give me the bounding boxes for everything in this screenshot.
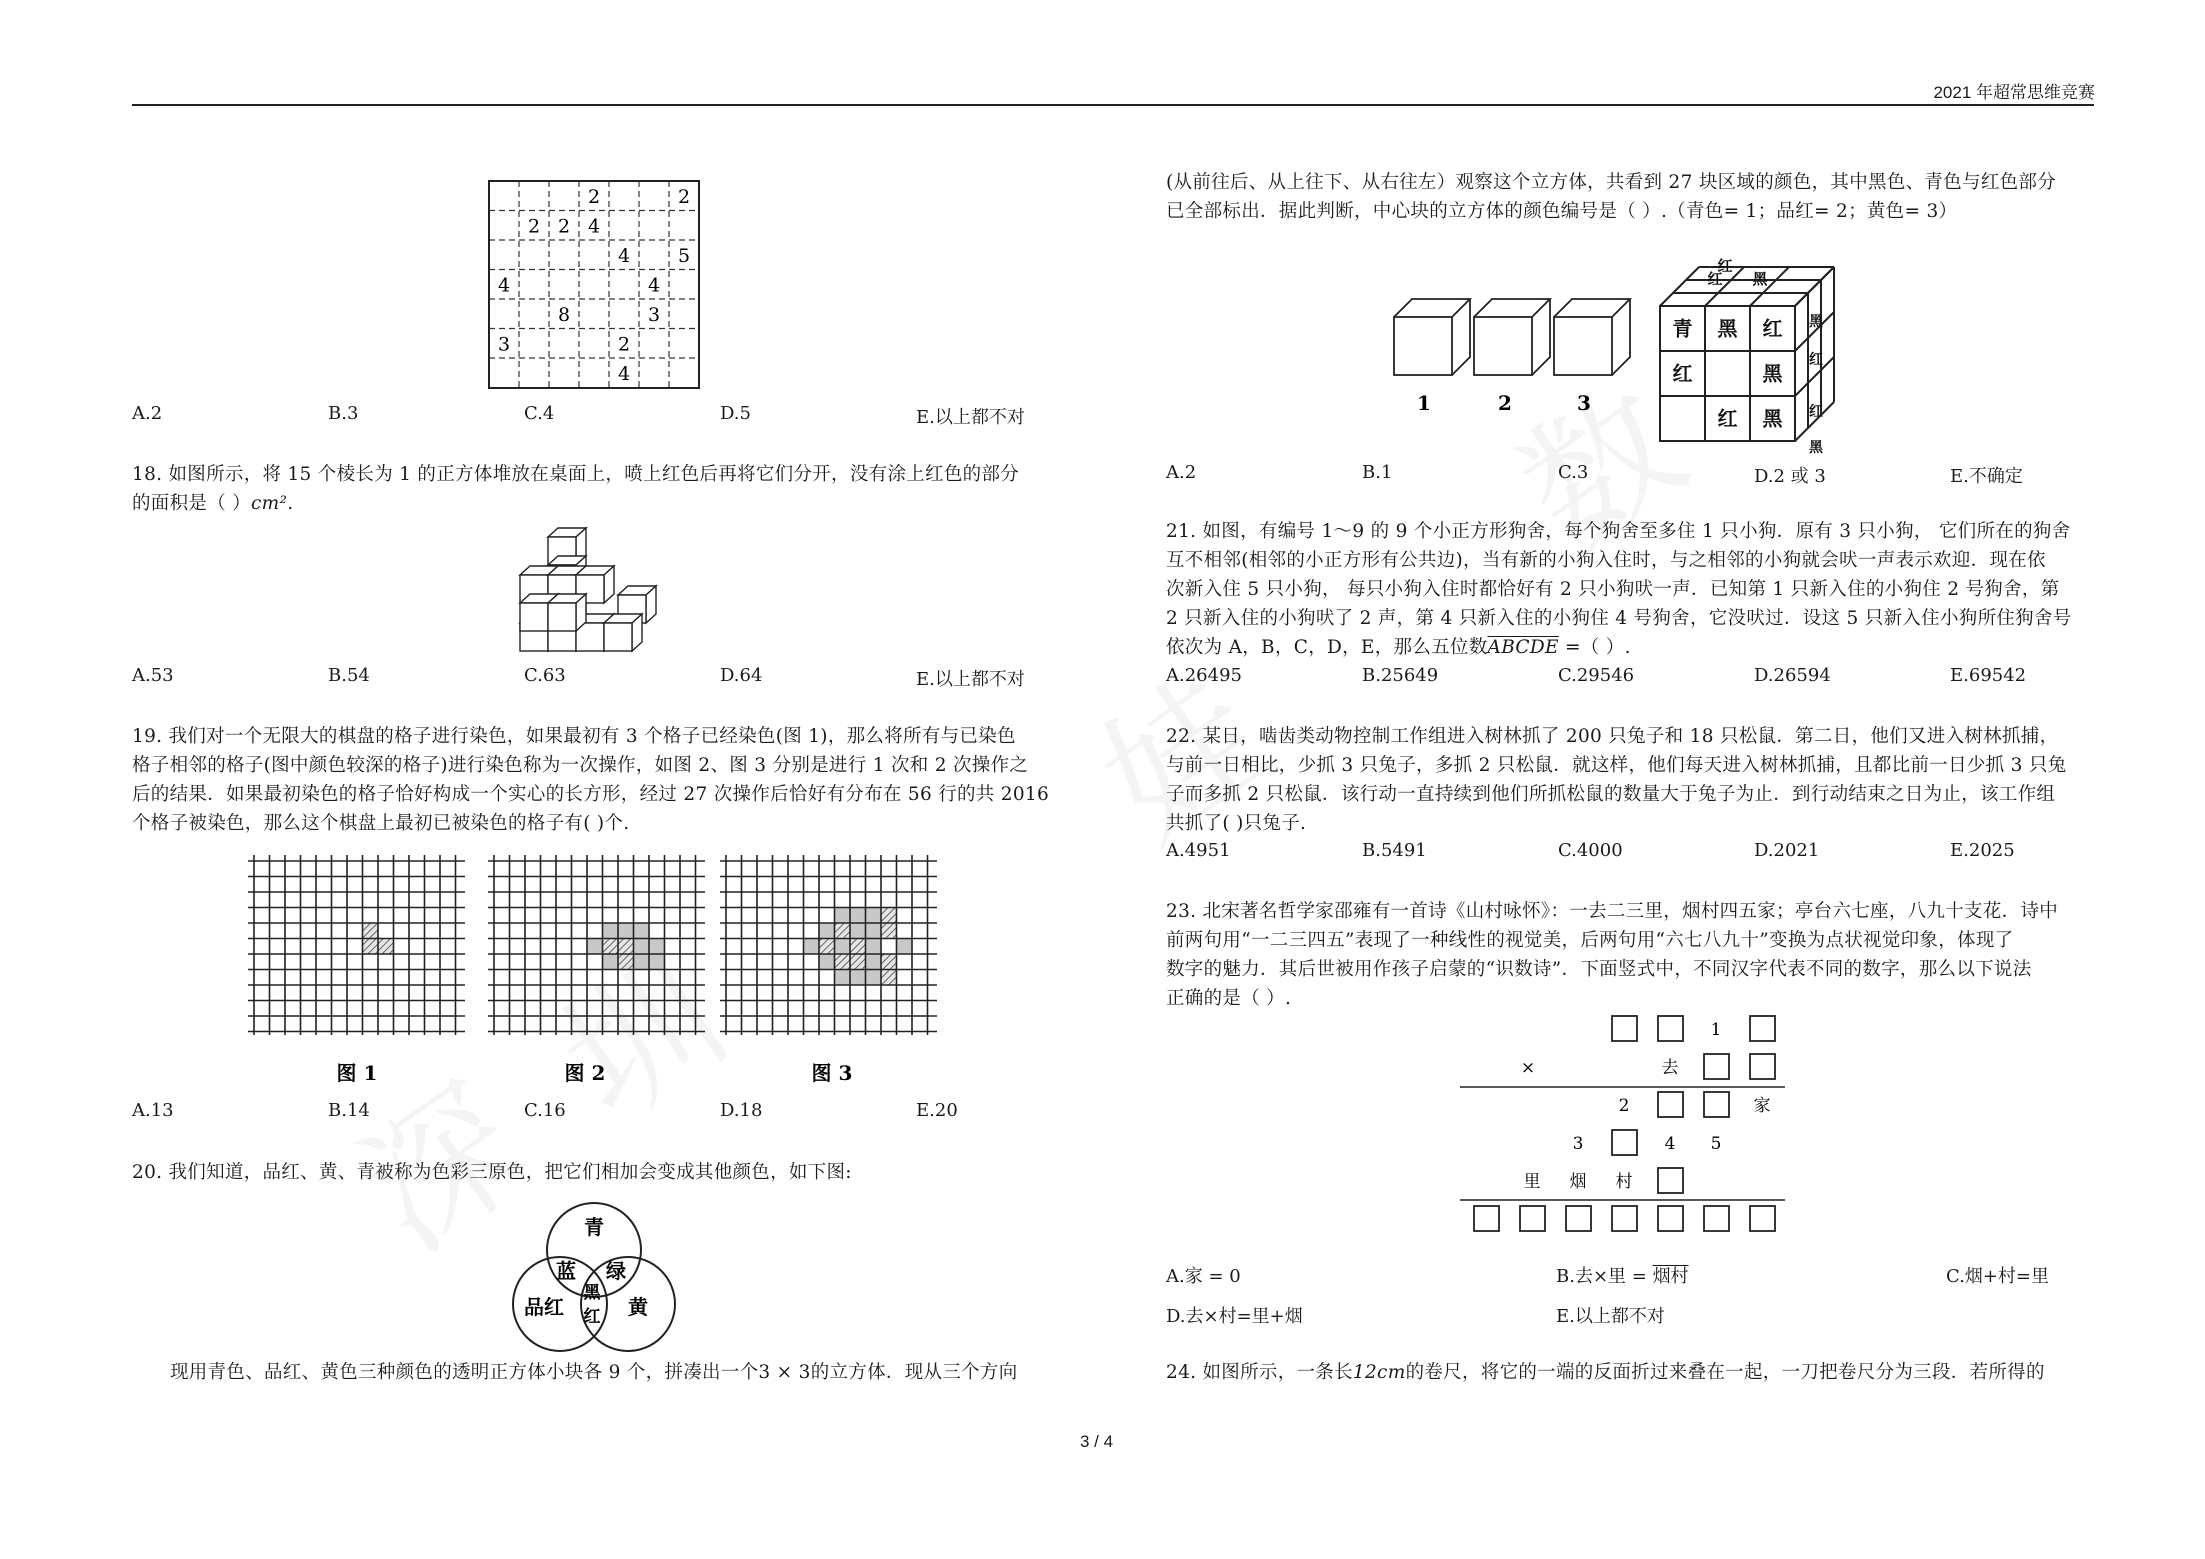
grid-number: 8 [557, 303, 571, 326]
puzzle-digit: 4 [1664, 1134, 1676, 1154]
q19-line: 个格子被染色，那么这个棋盘上最初已被染色的格子有( )个. [132, 813, 630, 834]
puzzle-char: 村 [1615, 1172, 1633, 1192]
hatched-cell [363, 923, 379, 939]
hatched-cell [835, 954, 851, 970]
q20-options [1166, 462, 2023, 488]
hatched-cell [881, 954, 897, 970]
shaded-cell [835, 970, 851, 986]
q18-text [132, 460, 1062, 518]
shaded-cell [866, 954, 882, 970]
face-label: 黑 [1717, 316, 1738, 341]
grid-number: 5 [677, 244, 691, 267]
q18-option-e[interactable]: E.以上都不对 [916, 669, 1025, 690]
wire-cube [1554, 299, 1630, 375]
q19-option-c[interactable]: C.16 [524, 1100, 566, 1121]
shaded-cell [897, 939, 913, 955]
shaded-cell [866, 923, 882, 939]
venn-label-blue: 蓝 [556, 1259, 576, 1283]
grid-number: 4 [617, 244, 631, 267]
shaded-cell [603, 954, 619, 970]
q21-line: 依次为 A，B，C，D，E，那么五位数ABCDE =（ ）. [1166, 637, 1631, 658]
shaded-cell [587, 939, 603, 955]
q23-option-c[interactable]: C.烟+村=里 [1946, 1266, 2050, 1287]
q22-line: 与前一日相比，少抓 3 只兔子，多抓 2 只松鼠．就这样，他们每天进入树林抓捕，且都比前一日少抓 3 只兔 [1166, 755, 2067, 776]
shaded-cell [819, 923, 835, 939]
q17-number-grid [488, 180, 704, 392]
q21-options [1166, 665, 2026, 686]
face-label: 红 [1762, 316, 1783, 341]
header-title: 2021 年超常思维竞赛 [1933, 83, 2095, 102]
venn-label-red: 红 [583, 1307, 601, 1327]
q20-line: 现用青色、品红、黄色三种颜色的透明正方体小块各 9 个，拼凑出一个3 × 3的立方体．现从三个方向 [170, 1362, 1018, 1383]
grid-number: 2 [587, 185, 601, 208]
shaded-cell [603, 923, 619, 939]
face-label: 红 [1717, 406, 1738, 431]
hatched-cell [378, 939, 394, 955]
q17-option-c[interactable]: C.4 [524, 403, 555, 424]
q17-option-a[interactable]: A.2 [132, 403, 163, 424]
q19-fig-label: 图 1 [336, 1061, 378, 1085]
shaded-cell [634, 954, 650, 970]
q17-option-b[interactable]: B.3 [328, 403, 359, 424]
grid-number: 4 [587, 215, 601, 238]
venn-label-magenta: 品红 [524, 1295, 564, 1319]
q20-option-a[interactable]: A.2 [1166, 462, 1197, 483]
q23-line: 正确的是（ ）. [1166, 988, 1292, 1009]
hatched-cell [363, 939, 379, 955]
side-face-label: 红 [1809, 352, 1823, 368]
q17-option-d[interactable]: D.5 [720, 403, 751, 424]
puzzle-times: × [1520, 1058, 1536, 1078]
hatched-cell [603, 939, 619, 955]
hatched-cell [881, 908, 897, 924]
face-label: 红 [1672, 361, 1693, 386]
q22-option-e[interactable]: E.2025 [1950, 840, 2015, 861]
grid-number: 2 [527, 215, 541, 238]
q21-option-d[interactable]: D.26594 [1754, 665, 1831, 686]
q19-line: 格子相邻的格子(图中颜色较深的格子)进行染色称为一次操作，如图 2、图 3 分别是进行 1 次和 2 次操作之 [132, 755, 1029, 776]
hatched-cell [819, 939, 835, 955]
q23-multiplication-puzzle [1460, 1010, 1790, 1242]
q19-grid [720, 855, 937, 1035]
q20-option-d[interactable]: D.2 或 3 [1754, 466, 1826, 487]
wire-cube [1394, 299, 1470, 375]
q21-option-b[interactable]: B.25649 [1362, 665, 1439, 686]
q19-text [132, 722, 1062, 838]
q22-line: 共抓了( )只兔子. [1166, 813, 1307, 834]
q23-option-e[interactable]: E.以上都不对 [1556, 1306, 1665, 1327]
shaded-cell [634, 939, 650, 955]
q20-continued-text [1166, 168, 2096, 226]
top-face-label: 红 [1707, 270, 1723, 288]
q23-option-a[interactable]: A.家 = 0 [1166, 1266, 1241, 1287]
shaded-cell [618, 923, 634, 939]
length-value: 12cm [1352, 1362, 1406, 1383]
page-number: 3 / 4 [1080, 1432, 1114, 1451]
grid-number: 3 [497, 333, 511, 356]
q19-line: 后的结果．如果最初染色的格子恰好构成一个实心的长方形，经过 27 次操作后恰好有分布在 56 行的共 2016 [132, 784, 1050, 805]
q18-option-b[interactable]: B.54 [328, 665, 370, 686]
shaded-cell [835, 908, 851, 924]
unit-cm2: cm² [250, 493, 288, 514]
shaded-cell [634, 923, 650, 939]
q24-line: 24. 如图所示，一条长12cm的卷尺，将它的一端的反面折过来叠在一起，一刀把卷尺分为三段．若所得的 [1166, 1362, 2045, 1383]
q20-line: 20. 我们知道，品红、黄、青被称为色彩三原色，把它们相加会变成其他颜色，如下图: [132, 1162, 852, 1183]
puzzle-char: 里 [1523, 1172, 1541, 1192]
top-face-label: 红 [1717, 257, 1733, 275]
venn-label-yellow: 黄 [628, 1295, 648, 1319]
q21-option-e[interactable]: E.69542 [1950, 665, 2027, 686]
q20-option-c[interactable]: C.3 [1558, 462, 1589, 483]
cube-label: 1 [1417, 391, 1431, 415]
q19-grid-figures [240, 855, 960, 1095]
q23-text [1166, 897, 2096, 1013]
side-face-label: 黑 [1809, 314, 1823, 330]
q22-option-b[interactable]: B.5491 [1362, 840, 1427, 861]
q18-option-a[interactable]: A.53 [132, 665, 174, 686]
q19-fig-label: 图 2 [564, 1061, 606, 1085]
q19-fig-label: 图 3 [811, 1061, 853, 1085]
q18-line: 18. 如图所示，将 15 个棱长为 1 的正方体堆放在桌面上，喷上红色后再将它们分开，没有涂上红色的部分 [132, 464, 1020, 485]
hatched-cell [618, 939, 634, 955]
cube [604, 614, 642, 651]
q21-option-a[interactable]: A.26495 [1166, 665, 1242, 686]
shaded-cell [850, 908, 866, 924]
grid-number: 2 [617, 333, 631, 356]
q23-line: 前两句用“一二三四五”表现了一种线性的视觉美，后两句用“六七八九十”变换为点状视觉印象，体现了 [1166, 930, 2014, 951]
q18-cube-stack [518, 528, 678, 652]
q21-option-c[interactable]: C.29546 [1558, 665, 1635, 686]
puzzle-char: 烟 [1569, 1172, 1587, 1192]
shaded-cell [649, 939, 665, 955]
q17-options [132, 403, 1025, 429]
q22-option-a[interactable]: A.4951 [1166, 840, 1231, 861]
hatched-cell [835, 923, 851, 939]
q21-line: 2 只新入住的小狗吠了 2 声，第 4 只新入住的小狗住 4 号狗舍，它没吠过．设这 5 只新入住小狗所住狗舍号 [1166, 608, 2072, 629]
q19-option-d[interactable]: D.18 [720, 1100, 763, 1121]
side-face-label: 黑 [1809, 440, 1823, 456]
hatched-cell [850, 939, 866, 955]
q20-option-b[interactable]: B.1 [1362, 462, 1393, 483]
hatched-cell [618, 954, 634, 970]
venn-label-green: 绿 [606, 1259, 626, 1283]
grid-number: 4 [647, 274, 661, 297]
puzzle-digit: 2 [1618, 1096, 1630, 1116]
q23-line: 数字的魅力．其后世被用作孩子启蒙的“识数诗”．下面竖式中，不同汉字代表不同的数字，那么以下说法 [1166, 959, 2032, 980]
q19-option-a[interactable]: A.13 [132, 1100, 174, 1121]
q20-cube-figures [1390, 242, 1870, 456]
q19-grid [488, 855, 705, 1035]
q21-line: 次新入住 5 只小狗， 每只小狗入住时都恰好有 2 只小狗吠一声．已知第 1 只新入住的小狗住 2 号狗舍，第 [1166, 579, 2060, 600]
grid-number: 2 [677, 185, 691, 208]
puzzle-digit: 5 [1710, 1134, 1722, 1154]
q22-line: 22. 某日，啮齿类动物控制工作组进入树林抓了 200 只兔子和 18 只松鼠．第二日，他们又进入树林抓捕， [1166, 726, 2059, 747]
cube-label: 3 [1577, 391, 1591, 415]
q21-line: 互不相邻(相邻的小正方形有公共边)，当有新的小狗入住时，与之相邻的小狗就会吠一声表示欢迎．现在依 [1166, 550, 2046, 571]
face-label: 青 [1672, 316, 1693, 341]
q22-option-d[interactable]: D.2021 [1754, 840, 1820, 861]
venn-label-black: 黑 [583, 1283, 601, 1303]
q23-option-b[interactable]: B.去×里 = 烟村 [1556, 1266, 1689, 1287]
header-divider [132, 104, 2094, 106]
q20-line: (从前往后、从上往下、从右往左）观察这个立方体，共看到 27 块区域的颜色，其中黑色、青色与红色部分 [1166, 172, 2057, 193]
shaded-cell [835, 939, 851, 955]
cube-label: 2 [1498, 391, 1512, 415]
hatched-cell [881, 970, 897, 986]
shaded-cell [850, 970, 866, 986]
q22-line: 子而多抓 2 只松鼠．该行动一直持续到他们所抓松鼠的数量大于兔子为止．到行动结束之日为止，该工作组 [1166, 784, 2056, 805]
cube [548, 594, 586, 631]
puzzle-char: 家 [1753, 1096, 1771, 1116]
side-face-label: 红 [1809, 404, 1823, 420]
q19-option-e[interactable]: E.20 [916, 1100, 958, 1121]
grid-number: 3 [647, 303, 661, 326]
grid-number: 4 [497, 274, 511, 297]
hatched-cell [881, 923, 897, 939]
q18-option-d[interactable]: D.64 [720, 665, 763, 686]
puzzle-char: 去 [1661, 1058, 1679, 1078]
shaded-cell [819, 954, 835, 970]
q22-text [1166, 722, 2096, 838]
shaded-cell [866, 970, 882, 986]
q21-text [1166, 517, 2096, 662]
q19-grid [248, 855, 465, 1035]
shaded-cell [649, 954, 665, 970]
puzzle-digit: 1 [1710, 1020, 1722, 1040]
shaded-cell [866, 939, 882, 955]
front-face [1660, 396, 1705, 441]
overline-number: 烟村 [1652, 1266, 1689, 1287]
top-face-label: 黑 [1752, 270, 1768, 288]
front-face [1705, 351, 1750, 396]
face-label: 黑 [1762, 406, 1783, 431]
puzzle-digit: 3 [1572, 1134, 1584, 1154]
shaded-cell [804, 939, 820, 955]
q23-line: 23. 北宋著名哲学家邵雍有一首诗《山村咏怀》：一去二三里，烟村四五家；亭台六七座，八九十支花．诗中 [1166, 901, 2059, 922]
shaded-cell [850, 923, 866, 939]
q20-venn-diagram [500, 1198, 690, 1362]
q19-options [132, 1100, 958, 1121]
grid-number: 2 [557, 215, 571, 238]
q18-option-c[interactable]: C.63 [524, 665, 566, 686]
q20-option-e[interactable]: E.不确定 [1950, 466, 2023, 487]
q17-option-e[interactable]: E.以上都不对 [916, 407, 1025, 428]
q22-options [1166, 840, 2015, 861]
overline-number: ABCDE [1487, 637, 1559, 658]
q18-line: 的面积是（ ）cm². [132, 493, 294, 514]
q20-line: 已全部标出．据此判断，中心块的立方体的颜色编号是（ ）.（青色= 1；品红= 2；黄色= 3） [1166, 201, 1958, 222]
q23-option-d[interactable]: D.去×村=里+烟 [1166, 1306, 1303, 1327]
q21-line: 21. 如图，有编号 1～9 的 9 个小正方形狗舍，每个狗舍至多住 1 只小狗．原有 3 只小狗， 它们所在的狗舍 [1166, 521, 2071, 542]
face-label: 黑 [1762, 361, 1783, 386]
q19-line: 19. 我们对一个无限大的棋盘的格子进行染色，如果最初有 3 个格子已经染色(图 1)，那么将所有与已染色 [132, 726, 1016, 747]
grid-number: 4 [617, 362, 631, 385]
venn-label-cyan: 青 [584, 1215, 604, 1239]
q19-option-b[interactable]: B.14 [328, 1100, 370, 1121]
hatched-cell [850, 954, 866, 970]
q18-options [132, 665, 1025, 691]
wire-cube [1474, 299, 1550, 375]
q22-option-c[interactable]: C.4000 [1558, 840, 1623, 861]
shaded-cell [866, 908, 882, 924]
